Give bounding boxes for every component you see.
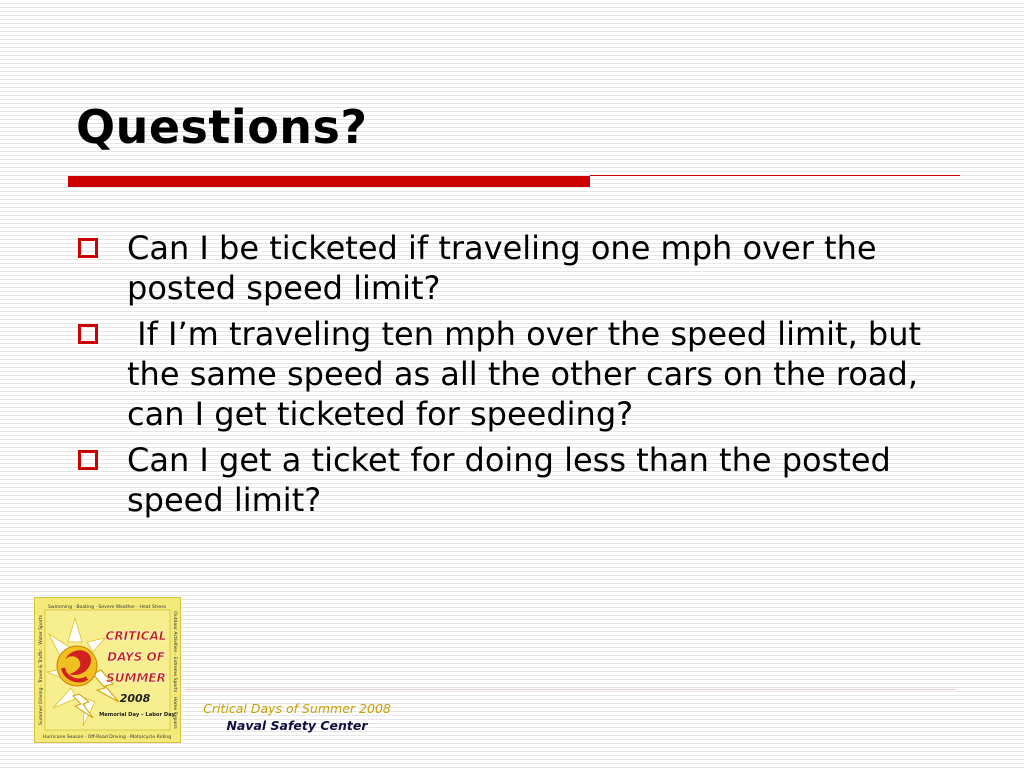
square-bullet-icon [78, 324, 98, 344]
critical-days-logo [34, 597, 181, 743]
logo-headline-line-1: CRITICAL [105, 629, 167, 643]
logo-dates: Memorial Day – Labor Day [99, 712, 175, 718]
bullet-list [76, 228, 956, 526]
bullet-text: Can I be ticketed if traveling one mph over the posted speed limit? [127, 229, 877, 307]
logo-right-caption: Outdoor Activities · Extreme Sports · Home Repairs [172, 611, 177, 729]
footer-caption [187, 700, 407, 734]
title-underline-thin [590, 175, 960, 176]
footer-line-2: Naval Safety Center [226, 718, 368, 733]
slide-title: Questions? [76, 100, 368, 154]
logo-year: 2008 [119, 692, 151, 705]
bullet-item [76, 440, 956, 520]
square-bullet-icon [78, 238, 98, 258]
bullet-text: If I’m traveling ten mph over the speed limit, but the same speed as all the other cars on the road, can I get ticketed for speeding? [127, 315, 922, 433]
footer-line-1: Critical Days of Summer 2008 [203, 701, 391, 716]
bullet-item [76, 228, 956, 308]
bullet-text: Can I get a ticket for doing less than the posted speed limit? [127, 441, 891, 519]
logo-headline-line-2: DAYS OF [107, 650, 165, 664]
footer-divider [185, 689, 955, 690]
title-underline-thick [68, 176, 590, 187]
logo-left-caption: Summer Driving · Travel & Traffic · Water Sports [39, 615, 44, 725]
bullet-item [76, 314, 956, 434]
square-bullet-icon [78, 450, 98, 470]
logo-bottom-caption: Hurricane Season · Off-Road Driving · Motorcycle Riding [42, 735, 172, 740]
logo-headline-line-3: SUMMER [106, 671, 166, 685]
logo-top-caption: Swimming · Boating · Severe Weather · Heat Stress [47, 605, 167, 610]
